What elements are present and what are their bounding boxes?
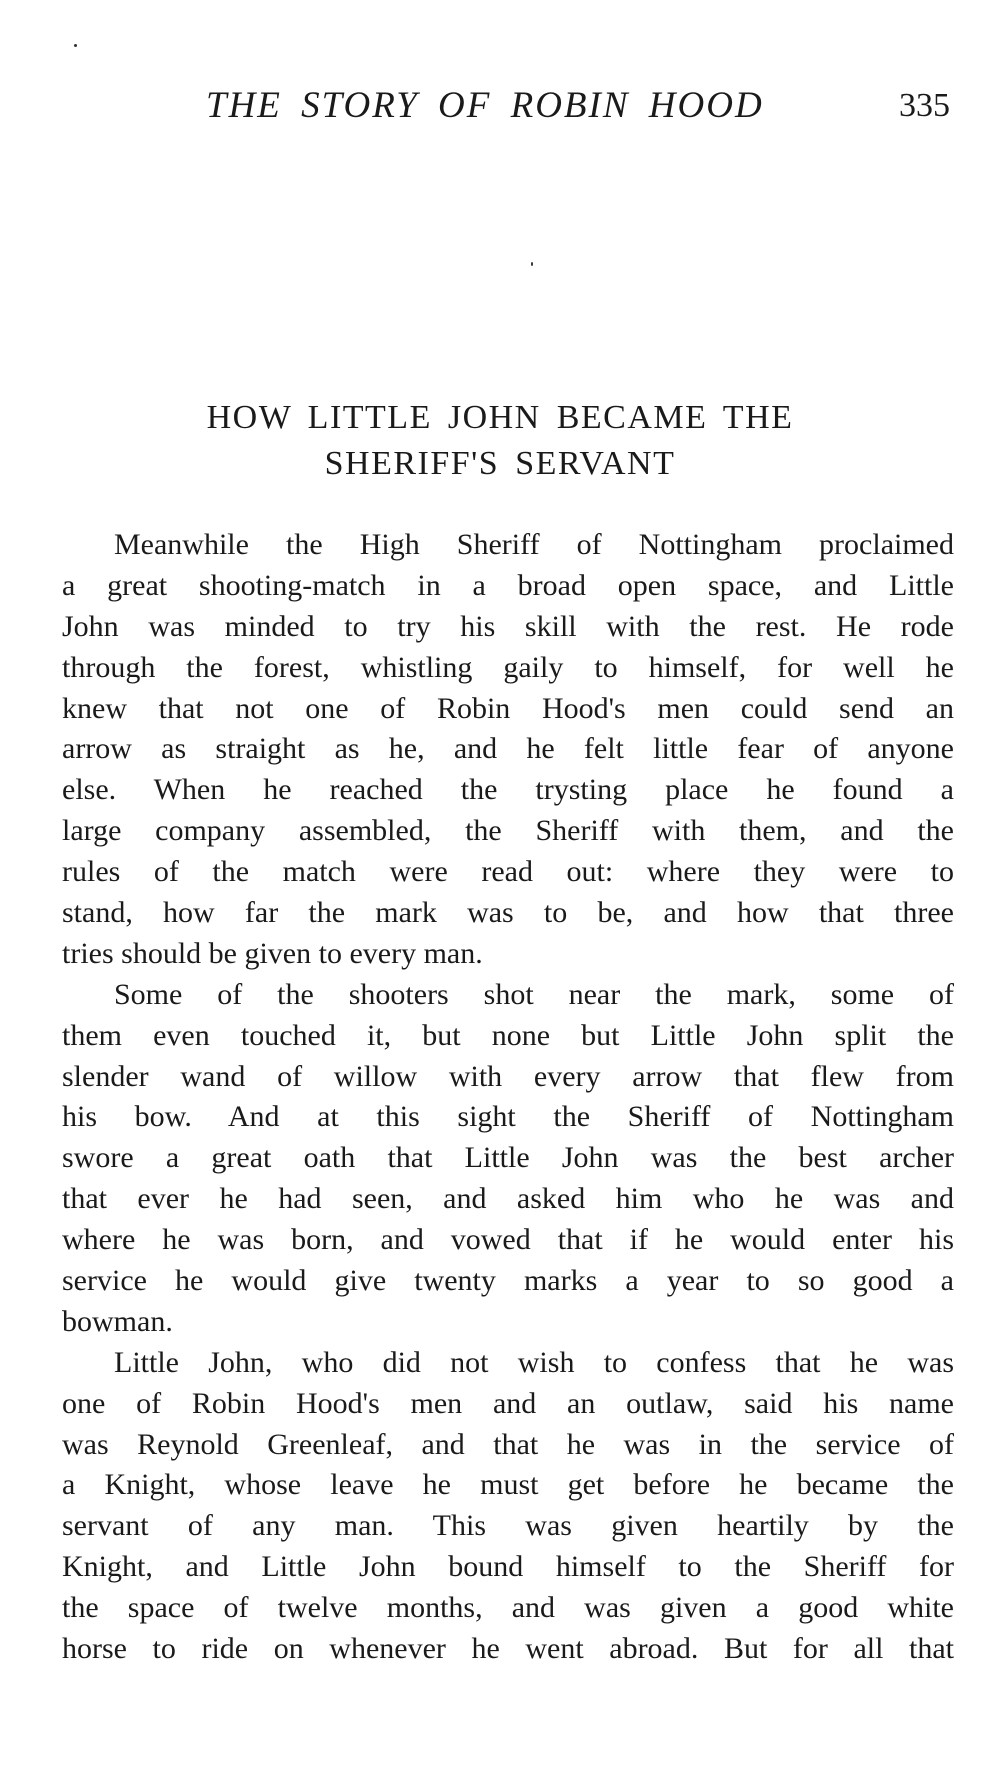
paragraph <box>62 1343 954 1670</box>
text-line: that ever he had seen, and asked him who he was and <box>62 1182 954 1216</box>
running-header <box>200 84 950 128</box>
ink-speck <box>74 44 77 47</box>
text-line: rules of the match were read out: where they were to <box>62 855 954 889</box>
text-line: them even touched it, but none but Little John split the <box>62 1018 954 1052</box>
text-line: servant of any man. This was given heartily by the <box>62 1509 954 1543</box>
text-line: tries should be given to every man. <box>62 936 483 970</box>
text-line: was Reynold Greenleaf, and that he was in the service of <box>62 1427 954 1461</box>
running-title: THE STORY OF ROBIN HOOD <box>206 85 764 126</box>
text-line: where he was born, and vowed that if he would enter his <box>62 1223 954 1257</box>
chapter-title-line: SHERIFF'S SERVANT <box>324 445 676 482</box>
text-line: service he would give twenty marks a year to so good a <box>62 1264 954 1298</box>
chapter-title <box>100 395 900 487</box>
text-line: Some of the shooters shot near the mark, some of <box>114 977 954 1011</box>
page-number: 335 <box>899 87 950 124</box>
text-line: a Knight, whose leave he must get before he became the <box>62 1468 954 1502</box>
text-line: Little John, who did not wish to confess that he was <box>114 1345 954 1379</box>
body-text <box>62 525 954 1670</box>
text-line: bowman. <box>62 1304 173 1338</box>
text-line: his bow. And at this sight the Sheriff of Nottingham <box>62 1100 954 1134</box>
text-line: a great shooting-match in a broad open space, and Little <box>62 568 954 602</box>
paragraph <box>62 525 954 975</box>
text-line: Meanwhile the High Sheriff of Nottingham proclaimed <box>114 528 954 561</box>
ink-speck <box>531 262 533 266</box>
text-line: John was minded to try his skill with the rest. He rode <box>62 609 954 643</box>
text-line: slender wand of willow with every arrow that flew from <box>62 1059 954 1093</box>
text-line: arrow as straight as he, and he felt little fear of anyone <box>62 732 954 766</box>
chapter-title-line: HOW LITTLE JOHN BECAME THE <box>206 399 794 436</box>
text-line: through the forest, whistling gaily to himself, for well he <box>62 650 954 684</box>
text-line: Knight, and Little John bound himself to the Sheriff for <box>62 1550 954 1584</box>
text-line: large company assembled, the Sheriff with them, and the <box>62 814 954 848</box>
text-line: horse to ride on whenever he went abroad. But for all that <box>62 1632 954 1666</box>
text-line: the space of twelve months, and was given a good white <box>62 1591 954 1625</box>
text-line: one of Robin Hood's men and an outlaw, said his name <box>62 1386 954 1420</box>
text-line: stand, how far the mark was to be, and how that three <box>62 896 954 930</box>
text-line: else. When he reached the trysting place he found a <box>62 773 954 807</box>
text-line: swore a great oath that Little John was the best archer <box>62 1141 954 1175</box>
text-line: knew that not one of Robin Hood's men could send an <box>62 691 954 725</box>
paragraph <box>62 975 954 1343</box>
